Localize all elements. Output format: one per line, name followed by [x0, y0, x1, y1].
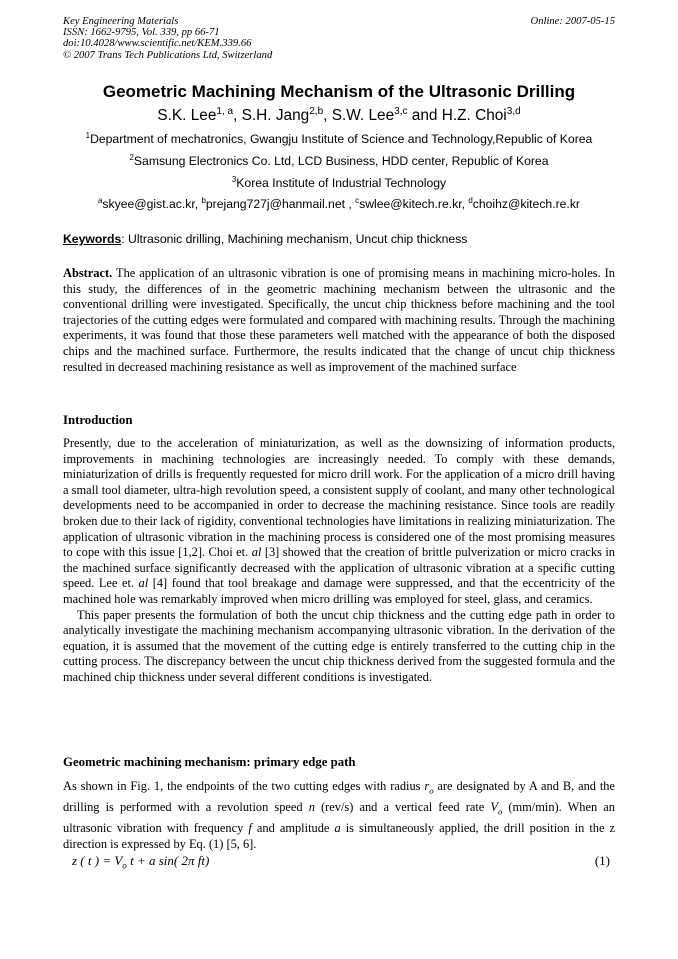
affiliation-1: $^1$Department of mechatronics, Gwangju Institute of Science and Technology,Republic of Korea: [85, 130, 593, 146]
section-heading: Geometric machining mechanism: primary edge path: [63, 755, 356, 769]
introduction-body: [63, 436, 615, 686]
abstract-label: Abstract.: [63, 266, 113, 280]
introduction-paragraph-1: Presently, due to the acceleration of miniaturization, as well as the downsizing of information products, improvements in machining technologies are increasingly needed. To comply with these demands, miniaturization of drills is frequently requested for micro drill work. For the application of a micro drill having a small tool diameter, ultra-high revolution speed, a consistent supply of coolant, and many other technological developments need to be accompanied in order to decrease the machining resistance. Since tools are readily broken due to their lack of rigidity, conventional technologies have limitations in realizing miniaturization. The application of ultrasonic vibration in the machining process is considered one of the most promising measures to cope with this issue [1,2]. Choi et. al [3] showed that the creation of brittle pulverization or micro cracks in the machined surface significantly decreased with the application of ultrasonic vibration at a specific cutting speed. Lee et. al [4] found that tool breakage and damage were suppressed, and that the eccentricity of the machined hole was remarkably improved when micro drilling was employed for steel, glass, and ceramics.: [63, 436, 615, 606]
paper-title: Geometric Machining Mechanism of the Ultrasonic Drilling: [102, 82, 576, 101]
affiliation-3: $^3$Korea Institute of Industrial Technology: [231, 174, 447, 190]
abstract: Abstract. The application of an ultrasonic vibration is one of promising means in machining micro-holes. In this study, the differences of in the geometric machining mechanism between the ultrasonic and the conventional drilling were investigated. Specifically, the uncut chip thickness before machining and the tool trajectories of the cutting edges were formulated and compared with machining results. Through the machining experiments, it was found that those these parameters well matched with the appearance of both the disposed chips and the machined surface. Furthermore, the results indicated that the change of uncut chip thickness resulted in decreased machining resistance as well as improvement of the machined surface: [63, 266, 615, 374]
author-list: S.K. Lee$^{1, a}$, S.H. Jang$^{2,b}$, S.W. Lee$^{3,c}$ and H.Z. Choi$^{3,d}$: [157, 105, 521, 124]
doi: doi:10.4028/www.scientific.net/KEM.339.66: [63, 38, 252, 50]
issn: ISSN: 1662-9795, Vol. 339, pp 66-71: [63, 27, 220, 39]
copyright: © 2007 Trans Tech Publications Ltd, Switzerland: [63, 49, 273, 61]
equation-1: z ( t ) = $V_o$ t + a sin( 2π ft) (1): [72, 853, 610, 871]
equation-number: (1): [594, 853, 610, 868]
journal-header: [63, 16, 615, 61]
journal-name: Key Engineering Materials: [63, 16, 179, 27]
section-body: As shown in Fig. 1, the endpoints of the two cutting edges with radius $r_o$ are designated by A and B, and the drilling is performed with a revolution speed n (rev/s) and a vertical feed rate $V_o$ (mm/min). When an ultrasonic vibration with frequency f and amplitude a is simultaneously applied, the drill position in the z direction is expressed by Eq. (1) [5, 6].: [63, 779, 616, 852]
keywords-label: Keywords: [63, 232, 122, 246]
introduction-paragraph-2: This paper presents the formulation of both the uncut chip thickness and the cutting edge path in order to analytically investigate the machining mechanism accompanying ultrasonic vibration. In the derivation of the equation, it is assumed that the movement of the cutting edge is entirely transferred to the cutting chip in the cutting process. The discrepancy between the uncut chip thickness derived from the suggested formula and the machined chip thickness under several different conditions is investigated.: [63, 607, 615, 684]
online-date: Online: 2007-05-15: [530, 16, 615, 27]
keywords: Keywords: Ultrasonic drilling, Machining mechanism, Uncut chip thickness: [63, 232, 468, 246]
author-emails: $^a$skyee@gist.ac.kr, $^b$prejang727j@hanmail.net , $^c$swlee@kitech.re.kr, $^d$choihz@kitech.re.kr: [98, 195, 580, 211]
affiliation-2: $^2$Samsung Electronics Co. Ltd, LCD Business, HDD center, Republic of Korea: [129, 152, 549, 168]
introduction-heading: Introduction: [63, 413, 133, 427]
